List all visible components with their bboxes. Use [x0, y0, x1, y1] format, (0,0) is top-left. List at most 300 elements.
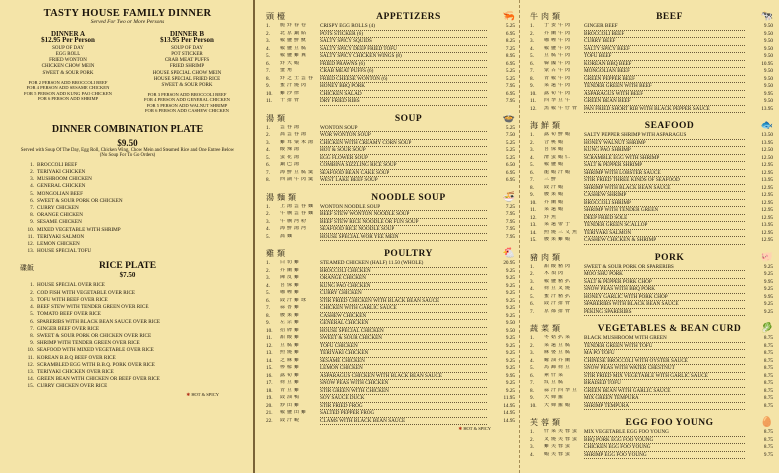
- noodle-soup-chinese-title: 湯麵類: [266, 192, 299, 202]
- rice-item-name: TERIYAKI CHICKEN OVER RICE: [37, 368, 114, 375]
- menu-item-number: 4.: [530, 45, 534, 52]
- soup-item-list: [266, 125, 515, 185]
- menu-item-price: 9.25: [763, 301, 773, 307]
- menu-item-chinese: 子姜牛肉: [544, 23, 573, 28]
- combo-item-number: 6.: [30, 197, 34, 204]
- menu-item-chinese: 西湖牛肉羹: [280, 177, 316, 182]
- menu-item-chinese: 咖喱雞: [280, 290, 302, 295]
- rice-item-name: TOMATO BEEF OVER RICE: [37, 311, 101, 318]
- rice-item-number: 8.: [30, 332, 34, 339]
- menu-item-name: HONEY BBQ PORK: [320, 83, 487, 91]
- poultry-section-header: [266, 245, 515, 259]
- menu-item: [266, 395, 515, 403]
- rice-plate-heading: [12, 261, 243, 271]
- menu-item-number: 10.: [266, 90, 273, 97]
- menu-item: [530, 388, 773, 396]
- menu-item-name: CURRY BEEF: [584, 38, 745, 46]
- menu-item-price: 13.50: [761, 132, 773, 138]
- menu-item-name: ASPARAGUS WITH BEEF: [584, 91, 745, 99]
- menu-item: [266, 76, 515, 84]
- rice-item: [12, 383, 243, 390]
- menu-item-number: 22.: [266, 417, 273, 424]
- menu-item: [266, 343, 515, 351]
- menu-item-price: 9.25: [763, 286, 773, 292]
- menu-item: [266, 358, 515, 366]
- menu-item-price: 12.95: [761, 162, 773, 168]
- menu-item-price: 5.25: [505, 147, 515, 153]
- egg-foo-young-section-header: [530, 414, 773, 428]
- dinner-b-items: [131, 46, 243, 89]
- menu-item-number: 10.: [530, 90, 537, 97]
- menu-item-name: STIR FRIED CHICKEN WITH BLACK BEAN SAUCE: [320, 298, 487, 306]
- menu-item-number: 13.: [266, 350, 273, 356]
- menu-item: [266, 403, 515, 411]
- rice-item-number: 13.: [27, 368, 34, 375]
- menu-item-name: STIR GREEN WITH CHICKEN: [320, 388, 487, 396]
- menu-item-price: 9.25: [505, 342, 515, 349]
- menu-item-number: 3.: [530, 444, 534, 450]
- combo-item: [12, 241, 243, 248]
- rice-item: [12, 326, 243, 333]
- menu-item-number: 2.: [530, 342, 534, 349]
- menu-item-name: KUNG PAO CHICKEN: [320, 283, 487, 291]
- menu-item-name: CASHEW CHICKEN & SHRIMP: [584, 237, 745, 245]
- hot-spicy-label: HOT & SPICY: [191, 391, 219, 397]
- dinner-a-items: [12, 46, 124, 76]
- menu-item-chinese: 椒鹽田雞: [280, 410, 309, 415]
- menu-item-number: 7.: [266, 68, 270, 74]
- egg-foo-young-chinese-title: 芙蓉類: [530, 418, 563, 427]
- menu-item-price: 9.25: [505, 290, 515, 296]
- menu-item-number: 4.: [530, 154, 534, 161]
- rice-item-name: SHRIMP WITH TENDER GREEN OVER RICE: [37, 340, 140, 347]
- menu-item-number: 5.: [530, 365, 534, 371]
- menu-item-name: SHRIMP WITH LOBSTER SAUCE: [584, 170, 745, 178]
- menu-item-chinese: 青豆雞: [280, 387, 302, 393]
- rice-item: [12, 297, 243, 304]
- combo-item: [12, 183, 243, 190]
- menu-item: [266, 260, 515, 268]
- dinner-a-item: SOUP OF DAY: [52, 46, 84, 52]
- menu-item-name: TERIYAKI SALMON: [584, 230, 745, 238]
- menu-item-price: 6.95: [505, 60, 515, 67]
- menu-item-name: BRAISED TOFU: [584, 380, 745, 388]
- menu-item-chinese: 北京鍋貼: [280, 30, 309, 36]
- dinner-b-item: HOUSE SPECIAL CHOW MEIN: [152, 70, 222, 76]
- menu-item-chinese: 冬菇扒菜: [544, 335, 573, 340]
- menu-item-price: 5.25: [505, 68, 515, 74]
- menu-item-name: MOO SHU PORK: [584, 271, 745, 279]
- menu-item-chinese: 芥蘭蝦: [544, 199, 566, 205]
- menu-item-number: 7.: [530, 308, 534, 315]
- menu-item-chinese: 蒜汁四季豆: [544, 387, 580, 393]
- menu-item-number: 4.: [530, 357, 534, 364]
- chili-icon: ✱: [186, 391, 192, 397]
- menu-item-price: 9.50: [763, 23, 773, 29]
- menu-item-price: 9.25: [505, 365, 515, 371]
- menu-item-price: 12.95: [761, 237, 773, 243]
- menu-item-price: 8.75: [763, 350, 773, 356]
- menu-item: [530, 177, 773, 185]
- menu-item-name: GINGER BEEF: [584, 23, 745, 31]
- menu-item-number: 5.: [266, 233, 270, 240]
- combo-item-number: 5.: [30, 190, 34, 197]
- combo-item-name: MUSHROOM CHICKEN: [37, 176, 92, 183]
- menu-item: [530, 98, 773, 106]
- family-dinner-subtitle: Served For Two or More Persons: [90, 19, 165, 25]
- menu-item: [530, 23, 773, 31]
- appetizers-section-header: [266, 8, 515, 22]
- menu-item-price: 7.25: [505, 203, 515, 210]
- egg-foo-young-illustration-icon: 🥚: [760, 417, 773, 428]
- menu-item-number: 7.: [530, 68, 534, 74]
- menu-item-number: 12.: [266, 342, 273, 349]
- menu-item-price: 9.75: [763, 451, 773, 458]
- menu-item: [530, 294, 773, 302]
- dinner-b-name: DINNER B: [169, 30, 205, 38]
- menu-item-price: 8.75: [763, 387, 773, 394]
- menu-item-number: 7.: [530, 177, 534, 183]
- menu-item-name: WOR WONTON SOUP: [320, 132, 487, 140]
- menu-item-price: 13.95: [761, 139, 773, 146]
- combo-item-number: 2.: [30, 169, 34, 176]
- dinner-b-item: POT STICKER: [171, 52, 203, 58]
- dinner-options: [12, 31, 243, 114]
- combo-item: [12, 191, 243, 198]
- menu-item-chinese: 龍蝦汁蝦: [544, 169, 573, 175]
- menu-item-price: 8.75: [763, 342, 773, 349]
- menu-item: [530, 132, 773, 140]
- combo-plate-price: $9.50: [117, 137, 138, 148]
- menu-item-name: COMBINA SIZZLING RICE SOUP: [320, 162, 487, 170]
- menu-item-price: 9.95: [763, 278, 773, 285]
- menu-item-chinese: 椒鹽雞翼: [280, 53, 309, 58]
- menu-item-chinese: 蠔油芥蘭: [544, 357, 573, 363]
- menu-item-chinese: 蒜香雞: [280, 305, 302, 310]
- menu-item-price: 5.25: [505, 154, 515, 161]
- menu-item-price: 12.95: [761, 229, 773, 236]
- menu-item-name: SNOW PEAS WITH BBQ PORK: [584, 286, 745, 294]
- menu-item-price: 8.75: [763, 395, 773, 401]
- menu-item: [266, 373, 515, 381]
- rice-item-number: 12.: [27, 361, 34, 368]
- menu-item-price: 7.95: [505, 98, 515, 104]
- combo-item-number: 3.: [30, 176, 34, 183]
- menu-item: [530, 358, 773, 366]
- menu-item-number: 12.: [530, 105, 537, 112]
- menu-item-name: BEEF STEW WONTON NOODLE SOUP: [320, 211, 487, 219]
- menu-item-price: 7.95: [505, 226, 515, 232]
- combo-item-number: 9.: [30, 219, 34, 226]
- menu-item-number: 2.: [530, 30, 534, 37]
- menu-item-name: GREEN PEPPER BEEF: [584, 76, 745, 84]
- menu-item-number: 15.: [266, 365, 273, 371]
- menu-item: [266, 125, 515, 133]
- seafood-section-header: [530, 117, 773, 131]
- menu-item-name: SWEET & SOUR PORK OR SPARERIBS: [584, 264, 745, 272]
- menu-item-name: SHRIMP WITH TENDER GREEN: [584, 207, 745, 215]
- menu-item-number: 8.: [530, 184, 534, 191]
- menu-item-name: CASHEW SHRIMP: [584, 192, 745, 200]
- menu-item: [266, 31, 515, 39]
- poultry-title: POULTRY: [384, 249, 433, 259]
- combo-item-name: BROCCOLI BEEF: [37, 161, 78, 168]
- menu-item-number: 2.: [530, 436, 534, 443]
- menu-item: [266, 410, 515, 418]
- menu-item-chinese: 荷豆叉燒: [544, 286, 573, 291]
- menu-item: [530, 286, 773, 294]
- rice-item-number: 2.: [30, 289, 34, 296]
- hot-spicy-label: HOT & SPICY: [463, 426, 491, 431]
- menu-item: [266, 38, 515, 46]
- menu-item-number: 1.: [266, 203, 270, 210]
- menu-item-price: 9.50: [505, 320, 515, 326]
- menu-item: [530, 147, 773, 155]
- menu-item-price: 9.50: [763, 30, 773, 37]
- menu-item-price: 5.25: [505, 23, 515, 29]
- menu-item: [530, 53, 773, 61]
- menu-item-name: ORANGE CHICKEN: [320, 275, 487, 283]
- menu-item-chinese: 豉汁排骨: [544, 301, 573, 306]
- dinner-a-item: SWEET & SOUR PORK: [42, 70, 94, 76]
- menu-item-price: 8.75: [763, 357, 773, 364]
- menu-item-name: HONEY WALNUT SHRIMP: [584, 140, 745, 148]
- menu-item-chinese: 炸芝士雲吞: [280, 75, 316, 81]
- menu-item-name: SHRIMP WITH BLACK BEAN SAUCE: [584, 185, 745, 193]
- menu-item-number: 6.: [530, 169, 534, 176]
- menu-item: [530, 365, 773, 373]
- menu-item-chinese: 馬蹄荷豆: [544, 365, 573, 370]
- menu-item-name: BLACK MUSHROOM WITH GREEN: [584, 335, 745, 343]
- menu-item-price: 8.75: [763, 429, 773, 435]
- menu-item-number: 10.: [530, 199, 537, 206]
- menu-item-number: 8.: [530, 387, 534, 394]
- rice-item-number: 1.: [30, 282, 34, 289]
- middle-menu-panel: [258, 0, 520, 473]
- menu-item-chinese: 脆炸春卷: [280, 23, 309, 28]
- menu-item-number: 9.: [530, 83, 534, 89]
- menu-item-chinese: 照燒三文魚: [544, 229, 580, 235]
- menu-item-chinese: 椒鹽豆腐: [280, 45, 309, 51]
- combo-item-name: GENERAL CHICKEN: [37, 183, 86, 190]
- menu-item-chinese: 白切雞: [280, 260, 302, 265]
- menu-item-price: 9.95: [763, 90, 773, 97]
- menu-item-price: 9.95: [763, 293, 773, 300]
- menu-item-chinese: 荷豆雞: [280, 380, 302, 385]
- dinner-a: [12, 31, 124, 114]
- seafood-item-list: [530, 132, 773, 245]
- menu-item-number: 19.: [266, 395, 273, 401]
- menu-item: [530, 76, 773, 84]
- menu-item-number: 11.: [266, 335, 273, 341]
- menu-item-chinese: 蜜汁燒肉: [280, 83, 309, 88]
- menu-item-price: 12.50: [761, 154, 773, 161]
- menu-item: [266, 328, 515, 336]
- menu-item: [266, 226, 515, 234]
- menu-item: [530, 429, 773, 437]
- rice-plate-price: $7.50: [119, 271, 136, 280]
- menu-item-name: STIR FRIED MIX VEGETABLE WITH GARLIC SAUCE: [584, 373, 745, 381]
- menu-item-chinese: 海鮮豆腐羹: [280, 169, 316, 175]
- menu-item: [266, 418, 515, 426]
- dinner-a-party-line: FOR 6 PERSON ADD SHRIMP: [37, 96, 99, 102]
- combo-item-number: 4.: [30, 183, 34, 190]
- menu-item-number: 7.: [530, 380, 534, 386]
- dinner-b-item: SWEET & SOUR PORK: [161, 82, 213, 88]
- menu-item: [530, 31, 773, 39]
- menu-item-chinese: 京都排骨: [544, 308, 573, 314]
- menu-item: [266, 177, 515, 185]
- dinner-a-price: $12.95 Per Person: [41, 36, 95, 45]
- menu-item-chinese: 牛腩雲吞麵: [280, 211, 316, 216]
- menu-item-chinese: 宮保雞: [280, 282, 302, 288]
- pork-item-list: [530, 264, 773, 317]
- menu-item-number: 1.: [266, 23, 270, 29]
- menu-item: [530, 215, 773, 223]
- menu-item-number: 4.: [530, 286, 534, 292]
- menu-item-price: 9.50: [763, 98, 773, 104]
- poultry-illustration-icon: 🐔: [502, 248, 515, 259]
- menu-item-name: CASHEW CHICKEN: [320, 313, 487, 321]
- rice-item-number: 5.: [30, 311, 34, 318]
- menu-item-number: 9.: [530, 395, 534, 401]
- menu-item-chinese: 黑椒牛仔骨: [544, 105, 580, 111]
- menu-item: [530, 335, 773, 343]
- combo-item-number: 7.: [30, 205, 34, 212]
- poultry-item-list: [266, 260, 515, 425]
- dinner-a-item: EGG ROLL: [55, 52, 81, 58]
- menu-item-name: HOUSE SPECIAL WOR YEE MEIN: [320, 234, 487, 242]
- menu-item-name: HOUSE SPECIAL CHICKEN: [320, 328, 487, 336]
- menu-item-number: 3.: [266, 38, 270, 44]
- menu-item-name: SALTY SPICY DEEP FRIED TOFU: [320, 46, 487, 54]
- menu-item-chinese: 菜遠豆腐: [544, 342, 573, 348]
- vegetables-bean-curd-title: VEGETABLES & BEAN CURD: [597, 324, 742, 334]
- menu-item-name: SHRIMP EGG FOO YOUNG: [584, 452, 745, 460]
- menu-item-price: 9.25: [763, 263, 773, 270]
- menu-item-number: 17.: [266, 380, 273, 386]
- menu-item-name: MIX VEGETABLE EGG FOO YOUNG: [584, 429, 745, 437]
- menu-item-number: 4.: [530, 451, 534, 458]
- menu-item-number: 4.: [266, 282, 270, 289]
- egg-foo-young-title: EGG FOO YOUNG: [625, 418, 714, 428]
- menu-item-chinese: 腰果雞: [280, 312, 302, 318]
- combo-item-name: SWEET & SOUR PORK OR CHICKEN: [37, 197, 123, 204]
- menu-item-price: 7.50: [505, 132, 515, 138]
- menu-item-price: 7.95: [505, 83, 515, 89]
- dinner-b-item: FRIED SHRIMP: [169, 64, 205, 70]
- menu-item-price: 9.25: [505, 267, 515, 274]
- menu-item-number: 2.: [266, 267, 270, 274]
- combo-item-name: MONGOLIAN BEEF: [37, 190, 83, 197]
- menu-item-price: 11.95: [503, 395, 515, 401]
- menu-item-price: 9.25: [505, 305, 515, 311]
- menu-item-name: CHINESE BROCCOLI WITH OYSTER SAUCE: [584, 358, 745, 366]
- appetizers-illustration-icon: 🦐: [502, 11, 515, 22]
- beef-item-list: [530, 23, 773, 113]
- menu-item-price: 9.50: [763, 53, 773, 59]
- menu-item-number: 4.: [266, 45, 270, 52]
- menu-item-price: 7.95: [505, 211, 515, 217]
- combo-item-name: TERIYAKI SALMON: [37, 233, 85, 240]
- beef-title: BEEF: [656, 12, 683, 22]
- menu-item-name: DEEP FRIED SOLE: [584, 215, 745, 223]
- menu-item-name: SWEET & SOUR CHICKEN: [320, 335, 487, 343]
- menu-item: [530, 38, 773, 46]
- pork-illustration-icon: 🐖: [760, 251, 773, 263]
- menu-item-number: 1.: [530, 132, 534, 138]
- menu-item-price: 13.95: [761, 105, 773, 112]
- dinner-b-item: HOUSE SPECIAL FRIED RICE: [153, 76, 221, 82]
- menu-item-name: SALTY PEPPER SHRIMP WITH ASPARAGUS: [584, 132, 745, 140]
- menu-item-number: 1.: [530, 23, 534, 29]
- menu-item-number: 2.: [266, 132, 270, 138]
- menu-item-chinese: 酸辣湯: [280, 147, 302, 152]
- menu-item-number: 12.: [530, 214, 537, 221]
- menu-item-number: 8.: [530, 75, 534, 82]
- menu-item-price: 13.95: [761, 222, 773, 228]
- rice-item: [12, 376, 243, 383]
- seafood-title: SEAFOOD: [644, 121, 695, 131]
- menu-item-name: SNOW PEAS WITH WATER CHESTNUT: [584, 365, 745, 373]
- rice-item-number: 14.: [27, 376, 34, 383]
- menu-item-name: HOT & SOUR SOUP: [320, 147, 487, 155]
- menu-item-name: TERIYAKI CHICKEN: [320, 350, 487, 358]
- menu-item-name: SNOW PEAS WITH CHICKEN: [320, 380, 487, 388]
- combo-plate-list: [12, 162, 243, 256]
- menu-item-number: 4.: [266, 226, 270, 232]
- combo-item: [12, 212, 243, 219]
- menu-item: [266, 290, 515, 298]
- menu-item-chinese: 椒鹽鮮魷: [280, 38, 309, 43]
- menu-item-price: 9.25: [505, 297, 515, 304]
- menu-item-number: 8.: [266, 312, 270, 319]
- rice-item: [12, 304, 243, 311]
- menu-item-name: TENDER GREEN WITH BEEF: [584, 83, 745, 91]
- menu-item: [266, 335, 515, 343]
- rice-item-number: 6.: [30, 318, 34, 325]
- family-dinner-panel: [0, 0, 255, 473]
- menu-item-price: 14.95: [503, 417, 515, 424]
- menu-item-chinese: 蛋花湯: [280, 154, 302, 160]
- menu-item-number: 2.: [266, 30, 270, 37]
- menu-item-chinese: 上湯雲吞麵: [280, 203, 316, 209]
- menu-item-price: 9.25: [505, 350, 515, 356]
- dinner-a-party-line: FOR 4 PERSON ADD SESAME CHICKEN: [26, 85, 110, 91]
- menu-item: [266, 380, 515, 388]
- menu-item: [530, 309, 773, 317]
- menu-item-chinese: 海鮮湯河: [280, 226, 309, 231]
- menu-item-chinese: 炆豆腐: [544, 380, 566, 385]
- menu-item-name: FRIED PRAWNS (6): [320, 61, 487, 69]
- seafood-chinese-title: 海鮮類: [530, 121, 563, 130]
- menu-item: [266, 305, 515, 313]
- menu-item-number: 5.: [266, 290, 270, 296]
- menu-item-name: GENERAL CHICKEN: [320, 320, 487, 328]
- vegetables-bean-curd-illustration-icon: 🥬: [760, 323, 773, 334]
- menu-item: [530, 68, 773, 76]
- dinner-b-price: $13.95 Per Person: [160, 36, 214, 45]
- combo-item-number: 8.: [30, 212, 34, 219]
- soup-chinese-title: 湯類: [266, 113, 288, 123]
- menu-item: [266, 162, 515, 170]
- menu-item: [530, 170, 773, 178]
- menu-item-price: 12.95: [761, 184, 773, 191]
- menu-item-number: 2.: [530, 271, 534, 277]
- combo-item-name: HOUSE SPECIAL TOFU: [37, 248, 92, 255]
- menu-item-chinese: 韓國牛肉: [544, 60, 573, 66]
- rice-item: [12, 362, 243, 369]
